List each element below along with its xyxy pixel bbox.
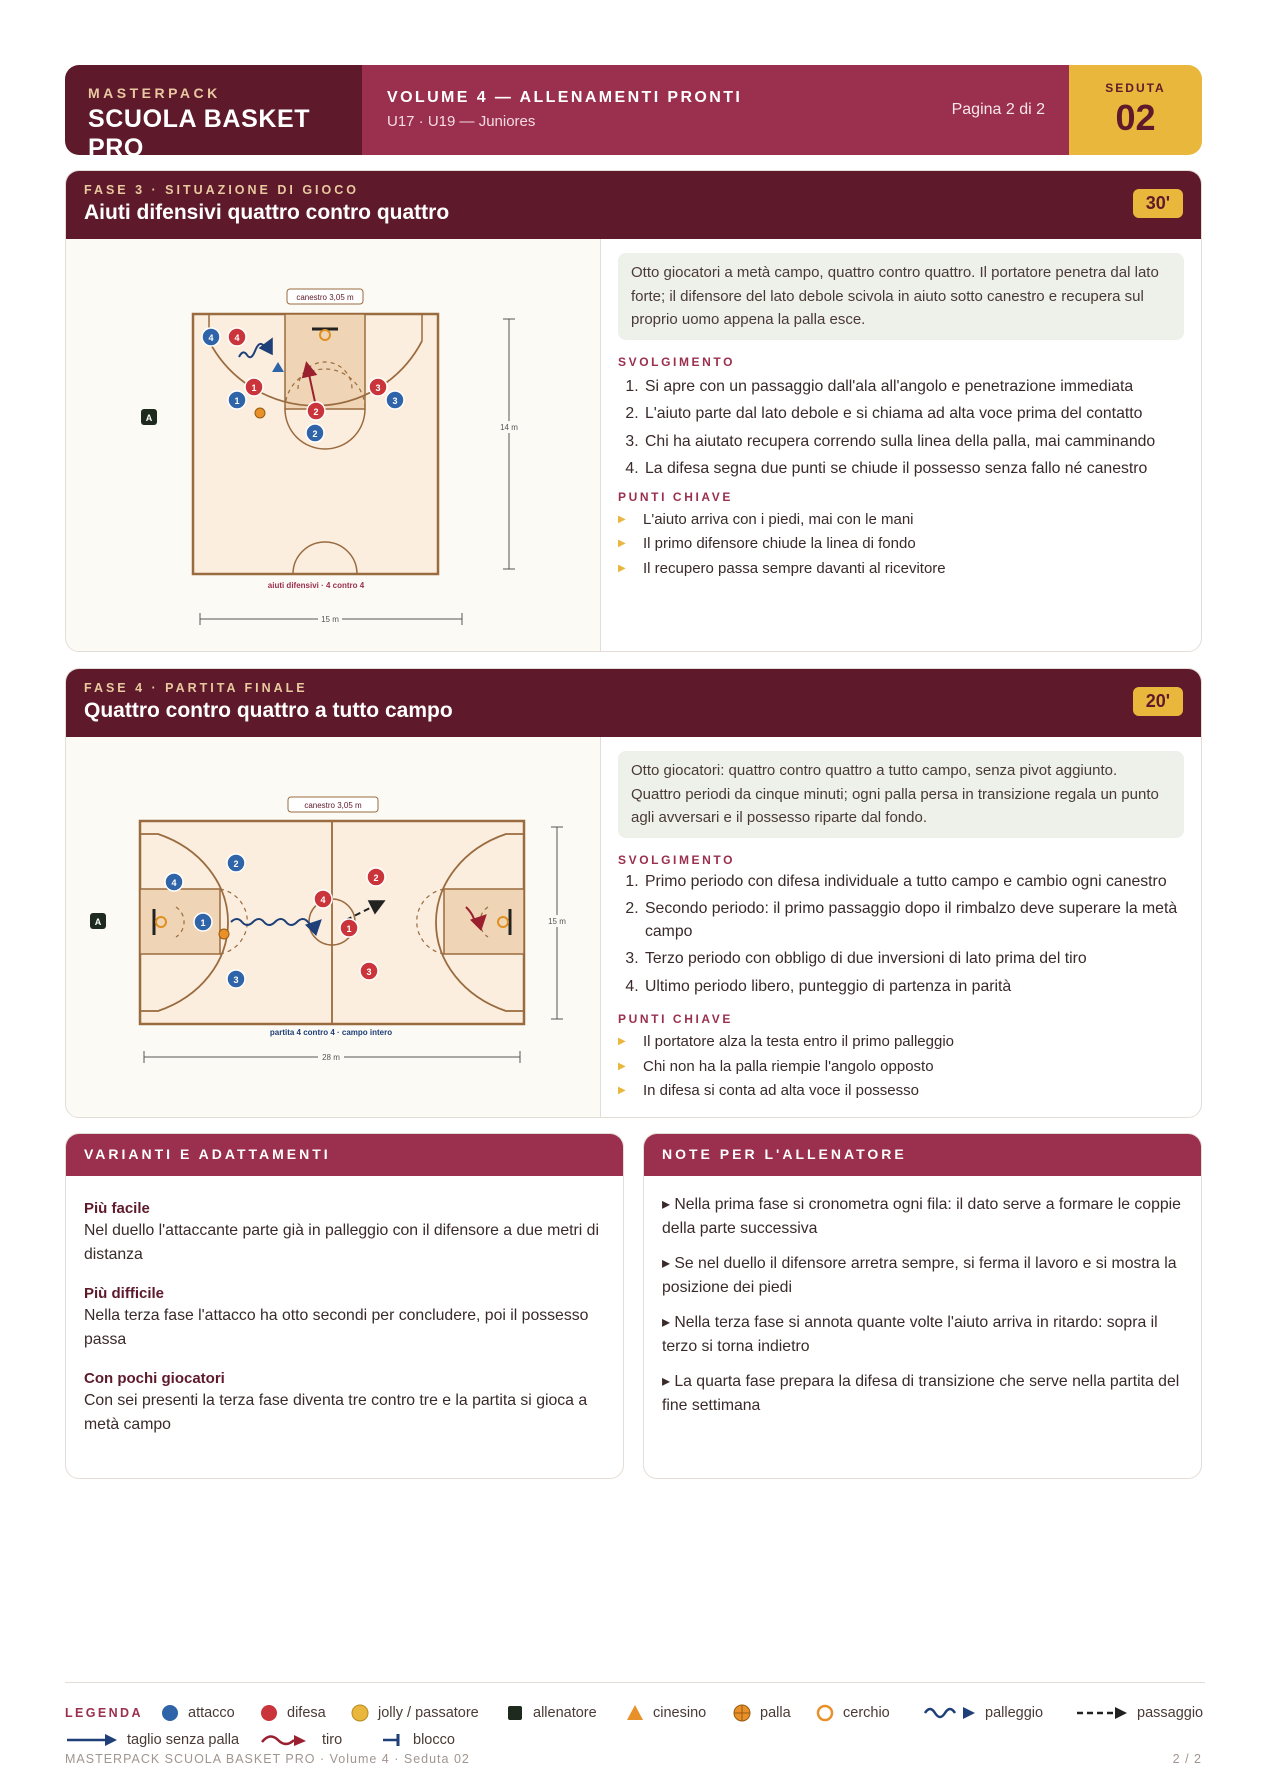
- step-item: 1. Si apre con un passaggio dall'ala all'angolo e penetrazione immediata: [643, 373, 1184, 401]
- svg-text:3: 3: [366, 967, 372, 977]
- keys-list: [618, 508, 1184, 582]
- full-court-svg: [66, 737, 601, 1117]
- legend-circle: cerchio: [815, 1703, 890, 1723]
- variant-text: Nella terza fase l'attacco ha otto secondi per concludere, poi il possesso passa: [84, 1307, 589, 1348]
- width-dimension: 28 m: [322, 1053, 340, 1062]
- legend-jolly: jolly / passatore: [350, 1703, 479, 1723]
- session-number: 02: [1115, 97, 1156, 138]
- variant-text: Nel duello l'attaccante parte già in palleggio con il difensore a due metri di distanza: [84, 1222, 599, 1263]
- note-item: ▸ Nella prima fase si cronometra ogni fila: il dato serve a formare le coppie della parte successiva: [662, 1196, 1181, 1237]
- defense-player-2: [367, 868, 385, 886]
- duration-badge: 20': [1133, 687, 1183, 716]
- keys-list: [618, 1030, 1184, 1104]
- category-label: U17 · U19 — Juniores: [387, 113, 536, 130]
- volume-title: VOLUME 4 — ALLENAMENTI PRONTI: [387, 89, 743, 106]
- legend-cone: cinesino: [625, 1703, 706, 1723]
- brand-kicker: MASTERPACK: [88, 85, 221, 101]
- phase-title: Quattro contro quattro a tutto campo: [84, 699, 453, 722]
- defense-player-3: [369, 378, 387, 396]
- key-item: ▶ L'aiuto arriva con i piedi, mai con le mani: [618, 508, 1184, 533]
- svg-text:1: 1: [234, 396, 240, 406]
- phase-intro: Otto giocatori a metà campo, quattro contro quattro. Il portatore penetra dal lato forte; il difensore del lato debole scivola in aiuto sotto canestro e recupera sul proprio uomo appena la palla esce.: [618, 253, 1184, 340]
- step-item: 1. Primo periodo con difesa individuale a tutto campo e cambio ogni canestro: [643, 871, 1184, 894]
- offense-player-1: [228, 391, 246, 409]
- legend-ball: palla: [732, 1703, 791, 1723]
- svg-text:3: 3: [233, 975, 239, 985]
- svg-text:4: 4: [171, 878, 177, 888]
- ball-icon: [219, 929, 229, 939]
- ball-icon: [255, 408, 265, 418]
- screen-icon: [381, 1732, 405, 1748]
- defense-player-2: [307, 402, 325, 420]
- coach-notes-card: [643, 1133, 1202, 1479]
- page-indicator: Pagina 2 di 2: [951, 101, 1045, 118]
- basket-label: canestro 3,05 m: [296, 293, 354, 302]
- svg-text:4: 4: [208, 333, 214, 343]
- legend-screen: blocco: [381, 1732, 455, 1748]
- step-item: 3. Chi ha aiutato recupera correndo sulla linea della palla, mai camminando: [643, 428, 1184, 456]
- phase-3-description: [601, 239, 1201, 651]
- cone-icon: [625, 1703, 645, 1723]
- svg-text:1: 1: [251, 383, 257, 393]
- defense-player-4: [314, 890, 332, 908]
- variants-card: [65, 1133, 624, 1479]
- defense-player-1: [340, 919, 358, 937]
- half-court-diagram: [66, 239, 601, 651]
- ball-icon: [732, 1703, 752, 1723]
- coach-marker: A: [145, 413, 153, 423]
- step-item: 2. L'aiuto parte dal lato debole e si chiama ad alta voce prima del contatto: [643, 400, 1184, 428]
- keys-heading: PUNTI CHIAVE: [618, 489, 733, 504]
- phase-3-card: [65, 170, 1202, 652]
- offense-player-3: [227, 970, 245, 988]
- svg-text:1: 1: [200, 918, 206, 928]
- offense-player-3: [386, 391, 404, 409]
- coach-marker: A: [94, 917, 102, 927]
- key-item: ▶ Chi non ha la palla riempie l'angolo opposto: [618, 1055, 1184, 1080]
- variant-text: Con sei presenti la terza fase diventa tre contro tre e la partita si gioca a metà campo: [84, 1392, 588, 1433]
- phase-title: Aiuti difensivi quattro contro quattro: [84, 201, 450, 224]
- footer-text: MASTERPACK SCUOLA BASKET PRO · Volume 4 · Seduta 02: [65, 1752, 470, 1766]
- legend-offense: attacco: [160, 1703, 235, 1723]
- key-item: ▶ In difesa si conta ad alta voce il possesso: [618, 1079, 1184, 1104]
- legend-shot: tiro: [260, 1732, 342, 1748]
- note-item: ▸ La quarta fase prepara la difesa di transizione che serve nella partita del fine settimana: [662, 1373, 1180, 1414]
- half-court-svg: [66, 239, 601, 651]
- phase-4-header: [66, 669, 1201, 737]
- legend-title: LEGENDA: [65, 1706, 143, 1720]
- circle-icon: [815, 1703, 835, 1723]
- jolly-icon: [350, 1703, 370, 1723]
- svg-text:2: 2: [312, 429, 318, 439]
- steps-list: [618, 871, 1184, 999]
- svg-text:1: 1: [346, 924, 352, 934]
- offense-icon: [160, 1703, 180, 1723]
- phase-3-header: [66, 171, 1201, 239]
- cut-icon: [65, 1732, 119, 1748]
- keys-heading: PUNTI CHIAVE: [618, 1012, 733, 1026]
- pass-icon: [1075, 1703, 1129, 1723]
- legend: [65, 1682, 1205, 1748]
- steps-list: [618, 373, 1184, 483]
- legend-dribble: palleggio: [923, 1703, 1043, 1723]
- legend-coach: allenatore: [505, 1703, 597, 1723]
- shot-icon: [260, 1732, 314, 1748]
- svg-text:2: 2: [233, 859, 239, 869]
- offense-player-4: [202, 328, 220, 346]
- phase-kicker: FASE 4 · PARTITA FINALE: [84, 681, 308, 695]
- svg-text:2: 2: [373, 873, 379, 883]
- defense-icon: [259, 1703, 279, 1723]
- defense-player-1: [245, 378, 263, 396]
- diagram-caption: partita 4 contro 4 · campo intero: [269, 1028, 393, 1037]
- defense-player-3: [360, 962, 378, 980]
- phase-kicker: FASE 3 · SITUAZIONE DI GIOCO: [84, 183, 359, 197]
- volume-block: [362, 65, 1069, 155]
- offense-player-1: [194, 913, 212, 931]
- svg-text:2: 2: [313, 407, 319, 417]
- phase-intro: Otto giocatori: quattro contro quattro a tutto campo, senza pivot aggiunto. Quattro periodi da cinque minuti; ogni palla persa in transizione regala un punto agli avversari e il possesso riparte dal fondo.: [618, 751, 1184, 838]
- key-item: ▶ Il primo difensore chiude la linea di fondo: [618, 532, 1184, 557]
- coach-icon: [505, 1703, 525, 1723]
- legend-defense: difesa: [259, 1703, 326, 1723]
- note-item: ▸ Nella terza fase si annota quante volte l'aiuto arriva in ritardo: sopra il terzo si torna indietro: [662, 1314, 1158, 1355]
- svg-text:3: 3: [392, 396, 398, 406]
- notes-heading: NOTE PER L'ALLENATORE: [644, 1134, 1201, 1176]
- phase-4-card: [65, 668, 1202, 1118]
- offense-player-2: [227, 854, 245, 872]
- full-court-diagram: [66, 737, 601, 1117]
- height-dimension: 14 m: [500, 423, 518, 432]
- variants-heading: VARIANTI E ADATTAMENTI: [66, 1134, 623, 1176]
- note-item: ▸ Se nel duello il difensore arretra sempre, si ferma il lavoro e si mostra la posizione dei piedi: [662, 1255, 1177, 1296]
- svg-text:3: 3: [375, 383, 381, 393]
- variant-title: Con pochi giocatori: [84, 1370, 225, 1387]
- step-item: 3. Terzo periodo con obbligo di due inversioni di lato prima del tiro: [643, 948, 1184, 971]
- key-item: ▶ Il recupero passa sempre davanti al ricevitore: [618, 557, 1184, 582]
- variant-title: Più facile: [84, 1200, 150, 1217]
- svg-text:4: 4: [234, 333, 240, 343]
- steps-heading: SVOLGIMENTO: [618, 354, 736, 369]
- dribble-icon: [923, 1703, 977, 1723]
- height-dimension: 15 m: [548, 917, 566, 926]
- page-header: [65, 65, 1202, 155]
- key-item: ▶ Il portatore alza la testa entro il primo palleggio: [618, 1030, 1184, 1055]
- diagram-caption: aiuti difensivi · 4 contro 4: [267, 581, 365, 590]
- step-item: 4. Ultimo periodo libero, punteggio di partenza in parità: [643, 976, 1184, 999]
- svg-text:4: 4: [320, 895, 326, 905]
- offense-player-2: [306, 424, 324, 442]
- width-dimension: 15 m: [321, 615, 339, 624]
- session-block: [1069, 65, 1202, 155]
- brand-block: [65, 65, 362, 155]
- variant-title: Più difficile: [84, 1285, 165, 1302]
- step-item: 4. La difesa segna due punti se chiude il possesso senza fallo né canestro: [643, 455, 1184, 483]
- brand-title: SCUOLA BASKET PRO: [88, 105, 311, 155]
- page-footer: [65, 1752, 1202, 1766]
- defense-player-4: [228, 328, 246, 346]
- phase-4-description: [601, 737, 1201, 1117]
- duration-badge: 30': [1133, 189, 1183, 218]
- footer-page-number: 2 / 2: [1172, 1752, 1202, 1766]
- basket-label: canestro 3,05 m: [304, 801, 362, 810]
- legend-cut: taglio senza palla: [65, 1732, 239, 1748]
- legend-pass: passaggio: [1075, 1703, 1203, 1723]
- offense-player-4: [165, 873, 183, 891]
- steps-heading: SVOLGIMENTO: [618, 852, 736, 867]
- step-item: 2. Secondo periodo: il primo passaggio dopo il rimbalzo deve superare la metà campo: [643, 898, 1184, 943]
- session-label: SEDUTA: [1105, 81, 1166, 95]
